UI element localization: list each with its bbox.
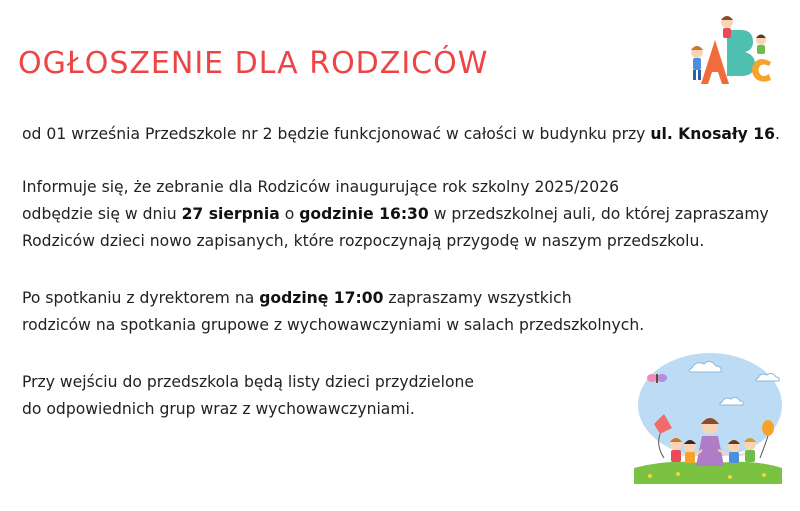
text-line: Przy wejściu do przedszkola będą listy dzieci przydzielone <box>22 373 474 391</box>
kids-playing-illustration-icon <box>630 350 785 490</box>
text-line: rodziców na spotkania grupowe z wychowawczyniami w salach przedszkolnych. <box>22 316 645 334</box>
abc-kids-illustration-icon <box>683 12 773 90</box>
text-line: od 01 września Przedszkole nr 2 będzie funkcjonować w całości w budynku przy ul. Knosały 16. <box>22 125 780 143</box>
text-line: Informuje się, że zebranie dla Rodziców inaugurujące rok szkolny 2025/2026 <box>22 178 620 196</box>
page-title: OGŁOSZENIE DLA RODZICÓW <box>18 46 489 81</box>
text-line: Rodziców dzieci nowo zapisanych, które rozpoczynają przygodę w naszym przedszkolu. <box>22 232 705 250</box>
text-line: Po spotkaniu z dyrektorem na godzinę 17:00 zapraszamy wszystkich <box>22 289 572 307</box>
text-line: do odpowiednich grup wraz z wychowawczyniami. <box>22 400 415 418</box>
paragraph-location <box>22 121 780 148</box>
paragraph-meeting <box>22 174 769 255</box>
paragraph-group-meetings <box>22 285 644 339</box>
paragraph-lists <box>22 369 474 423</box>
text-line: odbędzie się w dniu 27 sierpnia o godzinie 16:30 w przedszkolnej auli, do której zapraszamy <box>22 205 769 223</box>
